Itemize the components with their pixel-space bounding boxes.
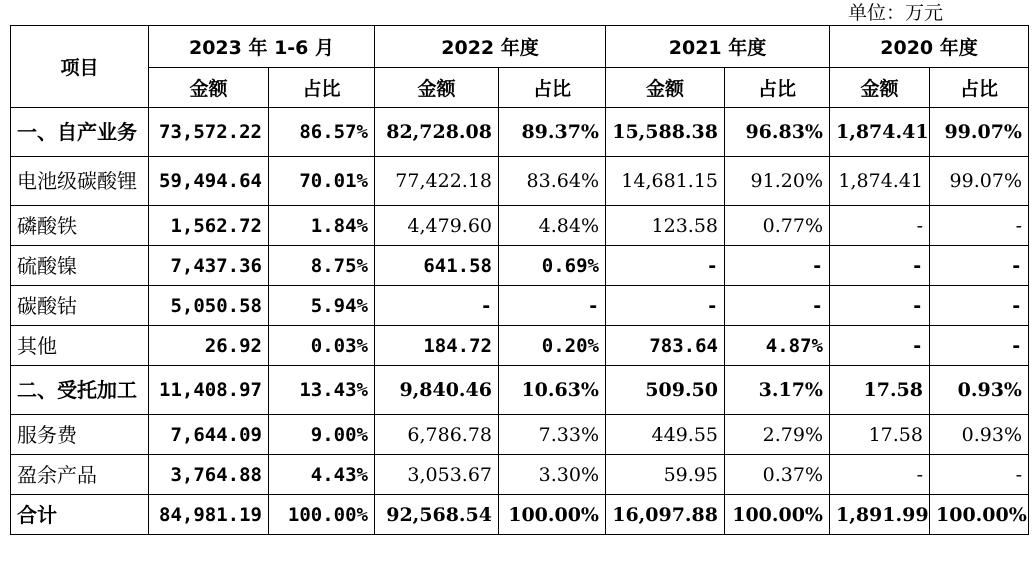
- amount-cell: 7,437.36: [149, 246, 269, 286]
- ratio-cell: 86.57%: [269, 108, 375, 157]
- row-label: 碳酸钴: [11, 286, 149, 326]
- ratio-cell: 100.00%: [269, 495, 375, 535]
- header-period: 2023 年 1-6 月: [149, 26, 375, 68]
- ratio-cell: -: [725, 246, 830, 286]
- table-row: [11, 415, 1029, 455]
- row-label: 盈余产品: [11, 455, 149, 495]
- ratio-cell: 83.64%: [499, 157, 606, 206]
- ratio-cell: 89.37%: [499, 108, 606, 157]
- ratio-cell: -: [930, 326, 1029, 366]
- table-row: [11, 157, 1029, 206]
- ratio-cell: 8.75%: [269, 246, 375, 286]
- amount-cell: 4,479.60: [375, 206, 499, 246]
- amount-cell: -: [375, 286, 499, 326]
- ratio-cell: -: [499, 286, 606, 326]
- table-row: [11, 246, 1029, 286]
- ratio-cell: 0.37%: [725, 455, 830, 495]
- table-row: [11, 326, 1029, 366]
- amount-cell: 9,840.46: [375, 366, 499, 415]
- amount-cell: 17.58: [830, 415, 930, 455]
- header-amount: 金额: [830, 68, 930, 108]
- amount-cell: 1,562.72: [149, 206, 269, 246]
- amount-cell: 84,981.19: [149, 495, 269, 535]
- amount-cell: 5,050.58: [149, 286, 269, 326]
- amount-cell: -: [830, 455, 930, 495]
- header-amount: 金额: [149, 68, 269, 108]
- amount-cell: 26.92: [149, 326, 269, 366]
- ratio-cell: -: [930, 286, 1029, 326]
- amount-cell: 6,786.78: [375, 415, 499, 455]
- ratio-cell: 91.20%: [725, 157, 830, 206]
- amount-cell: 3,764.88: [149, 455, 269, 495]
- ratio-cell: 96.83%: [725, 108, 830, 157]
- unit-label: 单位：万元: [848, 2, 944, 24]
- ratio-cell: 0.93%: [930, 366, 1029, 415]
- row-label: 一、自产业务: [11, 108, 149, 157]
- table-row: [11, 455, 1029, 495]
- amount-cell: 92,568.54: [375, 495, 499, 535]
- ratio-cell: 1.84%: [269, 206, 375, 246]
- ratio-cell: 0.77%: [725, 206, 830, 246]
- table-row: [11, 108, 1029, 157]
- amount-cell: 783.64: [606, 326, 725, 366]
- header-ratio: 占比: [499, 68, 606, 108]
- table-row: [11, 495, 1029, 535]
- ratio-cell: 13.43%: [269, 366, 375, 415]
- amount-cell: 82,728.08: [375, 108, 499, 157]
- ratio-cell: 3.17%: [725, 366, 830, 415]
- row-label: 二、受托加工: [11, 366, 149, 415]
- row-label: 其他: [11, 326, 149, 366]
- amount-cell: 641.58: [375, 246, 499, 286]
- amount-cell: 17.58: [830, 366, 930, 415]
- amount-cell: -: [606, 246, 725, 286]
- ratio-cell: 100.00%: [499, 495, 606, 535]
- amount-cell: 509.50: [606, 366, 725, 415]
- row-label: 磷酸铁: [11, 206, 149, 246]
- amount-cell: 123.58: [606, 206, 725, 246]
- amount-cell: 77,422.18: [375, 157, 499, 206]
- header-period: 2022 年度: [375, 26, 606, 68]
- ratio-cell: 7.33%: [499, 415, 606, 455]
- ratio-cell: -: [930, 246, 1029, 286]
- amount-cell: -: [830, 206, 930, 246]
- row-label: 硫酸镍: [11, 246, 149, 286]
- ratio-cell: 9.00%: [269, 415, 375, 455]
- header-period: 2020 年度: [830, 26, 1029, 68]
- amount-cell: 59.95: [606, 455, 725, 495]
- ratio-cell: 2.79%: [725, 415, 830, 455]
- table-row: [11, 206, 1029, 246]
- ratio-cell: 4.87%: [725, 326, 830, 366]
- ratio-cell: 0.20%: [499, 326, 606, 366]
- amount-cell: 11,408.97: [149, 366, 269, 415]
- amount-cell: -: [830, 286, 930, 326]
- row-label: 电池级碳酸锂: [11, 157, 149, 206]
- amount-cell: 73,572.22: [149, 108, 269, 157]
- header-ratio: 占比: [725, 68, 830, 108]
- revenue-table: [10, 25, 1029, 535]
- header-ratio: 占比: [930, 68, 1029, 108]
- header-period: 2021 年度: [606, 26, 830, 68]
- table-row: [11, 286, 1029, 326]
- table-row: [11, 366, 1029, 415]
- amount-cell: -: [830, 326, 930, 366]
- amount-cell: 184.72: [375, 326, 499, 366]
- ratio-cell: -: [725, 286, 830, 326]
- header-amount: 金额: [606, 68, 725, 108]
- amount-cell: 14,681.15: [606, 157, 725, 206]
- amount-cell: 449.55: [606, 415, 725, 455]
- amount-cell: 16,097.88: [606, 495, 725, 535]
- header-amount: 金额: [375, 68, 499, 108]
- ratio-cell: -: [930, 206, 1029, 246]
- header-row-periods: [11, 26, 1029, 68]
- ratio-cell: 10.63%: [499, 366, 606, 415]
- ratio-cell: 99.07%: [930, 108, 1029, 157]
- amount-cell: 1,874.41: [830, 108, 930, 157]
- ratio-cell: 4.84%: [499, 206, 606, 246]
- amount-cell: 15,588.38: [606, 108, 725, 157]
- amount-cell: 7,644.09: [149, 415, 269, 455]
- ratio-cell: 5.94%: [269, 286, 375, 326]
- ratio-cell: 0.93%: [930, 415, 1029, 455]
- row-label: 服务费: [11, 415, 149, 455]
- header-item: 项目: [11, 26, 149, 108]
- amount-cell: -: [606, 286, 725, 326]
- amount-cell: 3,053.67: [375, 455, 499, 495]
- ratio-cell: 100.00%: [725, 495, 830, 535]
- amount-cell: 59,494.64: [149, 157, 269, 206]
- ratio-cell: 0.69%: [499, 246, 606, 286]
- amount-cell: 1,891.99: [830, 495, 930, 535]
- header-row-metrics: [11, 68, 1029, 108]
- amount-cell: -: [830, 246, 930, 286]
- amount-cell: 1,874.41: [830, 157, 930, 206]
- ratio-cell: 70.01%: [269, 157, 375, 206]
- row-label: 合计: [11, 495, 149, 535]
- ratio-cell: 3.30%: [499, 455, 606, 495]
- ratio-cell: 0.03%: [269, 326, 375, 366]
- header-ratio: 占比: [269, 68, 375, 108]
- ratio-cell: 100.00%: [930, 495, 1029, 535]
- ratio-cell: -: [930, 455, 1029, 495]
- ratio-cell: 99.07%: [930, 157, 1029, 206]
- ratio-cell: 4.43%: [269, 455, 375, 495]
